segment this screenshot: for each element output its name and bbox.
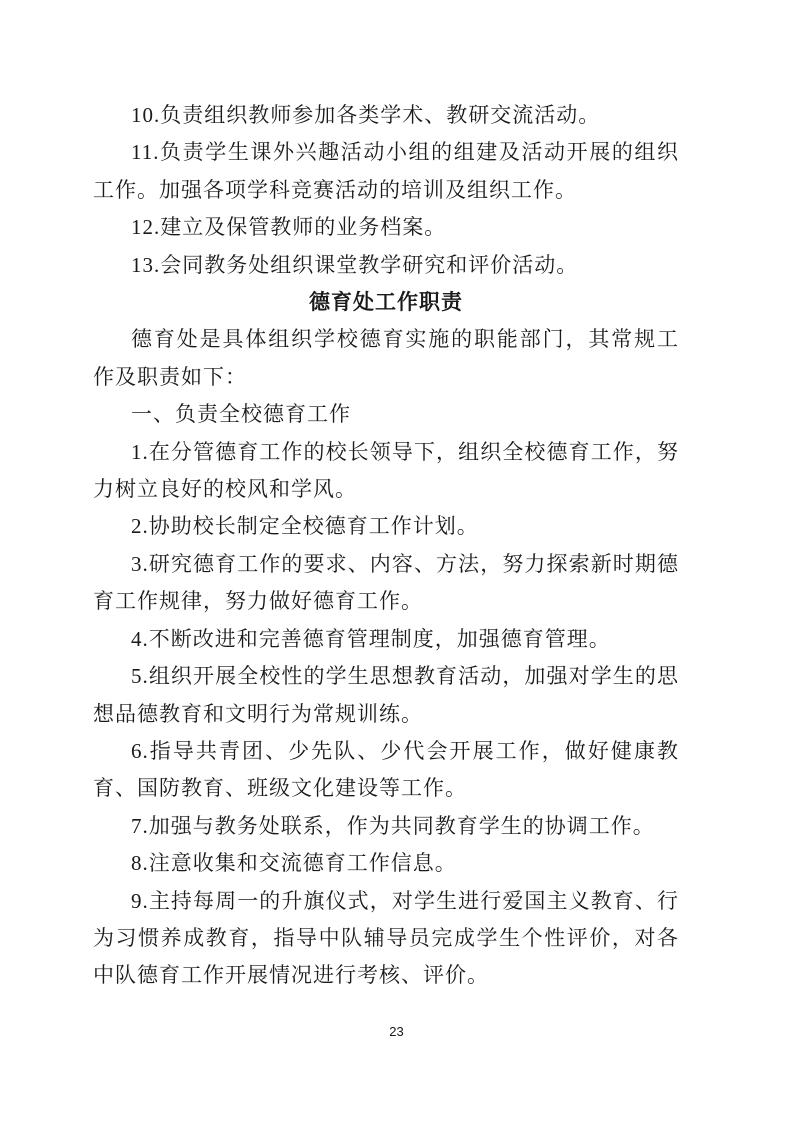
para-item-9: 9.主持每周一的升旗仪式，对学生进行爱国主义教育、行为习惯养成教育，指导中队辅导员完成学生个性评价，对各中队德育工作开展情况进行考核、评价。 <box>93 888 679 988</box>
para-item-6: 6.指导共青团、少先队、少代会开展工作，做好健康教育、国防教育、班级文化建设等工作。 <box>93 738 679 801</box>
para-item-11: 11.负责学生课外兴趣活动小组的组建及活动开展的组织工作。加强各项学科竞赛活动的培训及组织工作。 <box>93 140 679 202</box>
page-number: 23 <box>389 1024 404 1039</box>
para-item-10: 10.负责组织教师参加各类学术、教研交流活动。 <box>131 103 601 127</box>
section-heading: 德育处工作职责 <box>309 291 463 315</box>
para-item-7: 7.加强与教务处联系，作为共同教育学生的协调工作。 <box>131 813 655 838</box>
para-item-13: 13.会同教务处组织课堂教学研究和评价活动。 <box>131 252 579 277</box>
para-item-5: 5.组织开展全校性的学生思想教育活动，加强对学生的思想品德教育和文明行为常规训练。 <box>93 664 679 726</box>
para-subheading-one: 一、负责全校德育工作 <box>131 402 351 427</box>
para-item-12: 12.建立及保管教师的业务档案。 <box>131 215 447 240</box>
para-intro: 德育处是具体组织学校德育实施的职能部门，其常规工作及职责如下： <box>93 327 679 389</box>
para-item-3: 3.研究德育工作的要求、内容、方法，努力探索新时期德育工作规律，努力做好德育工作。 <box>93 551 679 614</box>
para-item-4: 4.不断改进和完善德育管理制度，加强德育管理。 <box>131 626 611 651</box>
para-item-8: 8.注意收集和交流德育工作信息。 <box>131 851 457 876</box>
document-body <box>93 97 679 995</box>
para-item-1: 1.在分管德育工作的校长领导下，组织全校德育工作，努力树立良好的校风和学风。 <box>93 439 679 502</box>
para-item-2: 2.协助校长制定全校德育工作计划。 <box>131 514 479 539</box>
